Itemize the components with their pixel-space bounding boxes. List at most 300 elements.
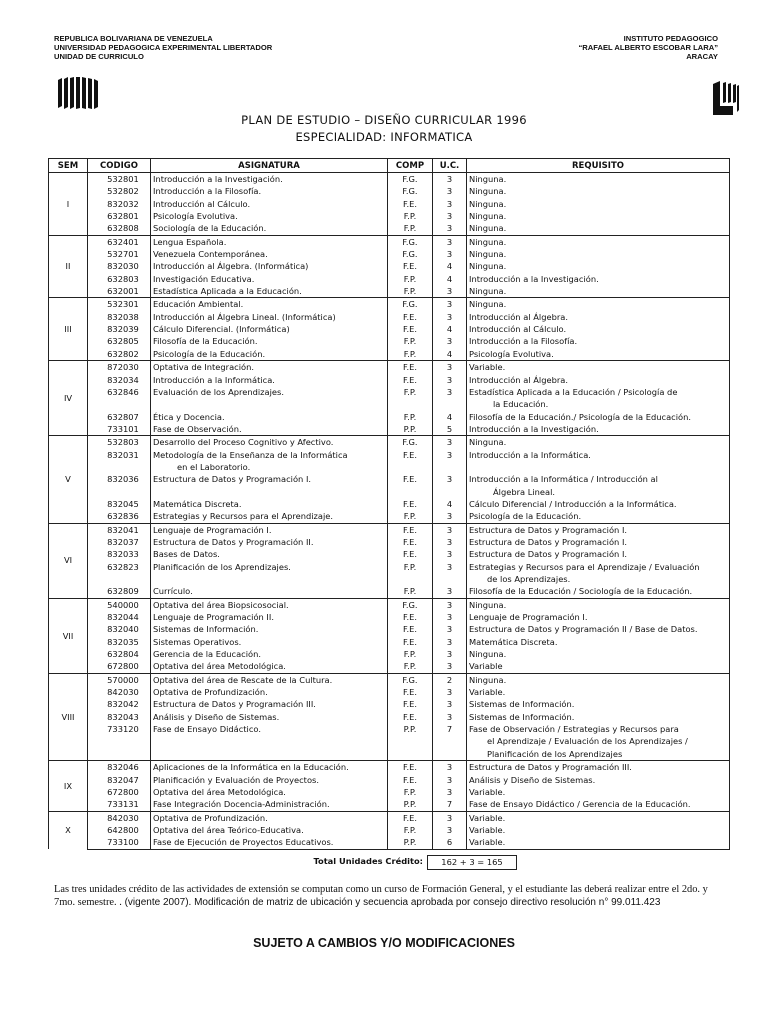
course-name: Introducción a la Filosofía. [151,185,388,197]
table-row [49,611,730,623]
course-requirement [467,486,730,498]
col-header-uc: U.C. [433,159,467,173]
course-requirement: Estrategias y Recursos para el Aprendizaje / Evaluación [467,561,730,573]
course-requirement: Ninguna. [467,248,730,260]
course-name: Lengua Española. [151,235,388,248]
table-row [49,398,730,410]
course-requirement: Ninguna. [467,673,730,686]
course-code [88,398,151,410]
course-credits: 7 [433,723,467,735]
course-component: F.E. [388,761,433,774]
header-right-line-3: ARACAY [686,52,718,61]
header-left-line-3: UNIDAD DE CURRICULO [54,52,144,61]
course-credits: 4 [433,323,467,335]
course-code: 832040 [88,623,151,635]
course-code: 632836 [88,510,151,523]
course-requirement: Psicología Evolutiva. [467,348,730,361]
course-component: F.E. [388,198,433,210]
course-requirement: Ninguna. [467,436,730,449]
table-row [49,836,730,849]
course-code: 832035 [88,636,151,648]
course-requirement: Ninguna. [467,298,730,311]
course-requirement [467,398,730,410]
course-component: F.E. [388,774,433,786]
course-code: 642800 [88,824,151,836]
course-code: 632401 [88,235,151,248]
course-requirement: Ninguna. [467,210,730,222]
course-credits: 3 [433,711,467,723]
course-requirement: Ninguna. [467,598,730,611]
course-name: Desarrollo del Proceso Cognitivo y Afectivo. [151,436,388,449]
course-name: Psicología de la Educación. [151,348,388,361]
course-code: 842030 [88,811,151,824]
table-row [49,185,730,197]
course-code: 832034 [88,374,151,386]
course-requirement [467,748,730,761]
course-name: Cálculo Diferencial. (Informática) [151,323,388,335]
course-name: Psicología Evolutiva. [151,210,388,222]
course-code: 832045 [88,498,151,510]
course-requirement: Cálculo Diferencial / Introducción a la Informática. [467,498,730,510]
course-credits: 3 [433,361,467,374]
course-requirement [467,735,730,747]
course-name: Estructura de Datos y Programación III. [151,698,388,710]
col-header-sem: SEM [49,159,88,173]
course-code: 532301 [88,298,151,311]
course-component: F.P. [388,335,433,347]
course-credits: 3 [433,686,467,698]
course-component: P.P. [388,798,433,811]
course-name: Estrategias y Recursos para el Aprendizaje. [151,510,388,523]
table-row [49,598,730,611]
table-row [49,824,730,836]
table-row [49,235,730,248]
course-name: Introducción a la Informática. [151,374,388,386]
course-requirement: Ninguna. [467,173,730,186]
header-right-line-2: “RAFAEL ALBERTO ESCOBAR LARA” [578,43,718,52]
course-requirement: Ninguna. [467,222,730,235]
course-name [151,748,388,761]
course-credits: 3 [433,185,467,197]
course-code: 632846 [88,386,151,398]
table-row [49,585,730,598]
course-credits: 3 [433,436,467,449]
course-code: 540000 [88,598,151,611]
course-component: P.P. [388,836,433,849]
course-code: 832037 [88,536,151,548]
course-name: Bases de Datos. [151,548,388,560]
table-row [49,273,730,285]
course-component: F.P. [388,585,433,598]
course-credits: 4 [433,498,467,510]
semester-block [49,235,730,298]
course-credits: 3 [433,198,467,210]
course-credits: 3 [433,173,467,186]
table-row [49,774,730,786]
course-component: F.G. [388,173,433,186]
table-row [49,374,730,386]
course-name: Fase de Ejecución de Proyectos Educativos. [151,836,388,849]
course-name: Introducción al Cálculo. [151,198,388,210]
course-code: 632823 [88,561,151,573]
table-row [49,423,730,436]
course-credits: 3 [433,248,467,260]
table-row [49,298,730,311]
course-credits: 7 [433,798,467,811]
curriculum-table [48,158,730,850]
header-left-line-1: REPUBLICA BOLIVARIANA DE VENEZUELA [54,34,213,43]
table-row [49,698,730,710]
course-component: F.E. [388,711,433,723]
course-code: 632801 [88,210,151,222]
course-requirement-continuation: el Aprendizaje / Evaluación de los Aprendizajes / [487,736,688,747]
course-credits [433,748,467,761]
course-name: Optativa del área Metodológica. [151,786,388,798]
course-component: F.E. [388,523,433,536]
course-code: 632805 [88,335,151,347]
col-header-codigo: CODIGO [88,159,151,173]
course-code: 832033 [88,548,151,560]
course-component: F.P. [388,348,433,361]
course-code: 832042 [88,698,151,710]
course-credits: 3 [433,698,467,710]
course-requirement: Matemática Discreta. [467,636,730,648]
course-name-continuation: en el Laboratorio. [177,461,251,472]
course-code: 632804 [88,648,151,660]
course-requirement-continuation: la Educación. [493,399,549,410]
course-requirement: Variable. [467,786,730,798]
course-credits [433,398,467,410]
course-credits: 3 [433,473,467,485]
table-row [49,748,730,761]
course-requirement: Introducción a la Informática. [467,449,730,461]
course-component: F.P. [388,273,433,285]
course-code: 733101 [88,423,151,436]
table-row [49,523,730,536]
table-row [49,361,730,374]
course-credits: 4 [433,411,467,423]
semester-block [49,173,730,236]
table-row [49,761,730,774]
course-component: F.E. [388,323,433,335]
table-row [49,335,730,347]
course-credits: 5 [433,423,467,436]
table-row [49,510,730,523]
course-component: F.E. [388,536,433,548]
course-requirement: Filosofía de la Educación / Sociología de la Educación. [467,585,730,598]
course-name: Venezuela Contemporánea. [151,248,388,260]
course-code: 532802 [88,185,151,197]
semester-cell: V [49,436,88,523]
course-component: F.P. [388,786,433,798]
course-component: F.P. [388,648,433,660]
semester-block [49,761,730,811]
course-code: 632803 [88,273,151,285]
table-row [49,285,730,298]
course-code: 842030 [88,686,151,698]
course-name: Introducción a la Investigación. [151,173,388,186]
course-name: Fase Integración Docencia-Administración. [151,798,388,811]
course-credits: 3 [433,210,467,222]
course-name: Lenguaje de Programación I. [151,523,388,536]
table-row [49,486,730,498]
course-component: F.E. [388,611,433,623]
course-component: F.G. [388,298,433,311]
semester-block [49,523,730,598]
course-requirement: Introducción a la Informática / Introducción al [467,473,730,485]
course-component: F.E. [388,498,433,510]
course-credits: 3 [433,636,467,648]
course-code: 632808 [88,222,151,235]
course-code: 632802 [88,348,151,361]
header-left [54,34,272,61]
table-row [49,461,730,473]
course-requirement: Introducción a la Investigación. [467,423,730,436]
course-code [88,573,151,585]
course-requirement: Sistemas de Información. [467,698,730,710]
course-requirement: Introducción al Álgebra. [467,311,730,323]
course-requirement: Estructura de Datos y Programación I. [467,523,730,536]
upel-logo-icon [56,76,100,110]
course-credits: 4 [433,273,467,285]
course-credits: 3 [433,811,467,824]
table-row [49,723,730,735]
table-row [49,323,730,335]
course-credits: 3 [433,298,467,311]
total-credits-value: 162 + 3 = 165 [427,855,517,870]
course-component: F.P. [388,210,433,222]
course-credits: 3 [433,222,467,235]
course-code: 832030 [88,260,151,272]
course-requirement: Estructura de Datos y Programación II / Base de Datos. [467,623,730,635]
course-component: F.E. [388,449,433,461]
col-header-comp: COMP [388,159,433,173]
table-row [49,648,730,660]
table-row [49,311,730,323]
course-component: P.P. [388,423,433,436]
table-row [49,536,730,548]
course-credits: 3 [433,548,467,560]
course-name [151,398,388,410]
course-credits: 3 [433,561,467,573]
course-code: 832039 [88,323,151,335]
course-requirement: Análisis y Diseño de Sistemas. [467,774,730,786]
table-row [49,411,730,423]
course-component: F.P. [388,222,433,235]
course-credits [433,573,467,585]
course-component: F.G. [388,673,433,686]
course-requirement: Filosofía de la Educación./ Psicología de la Educación. [467,411,730,423]
course-requirement: Ninguna. [467,285,730,298]
course-name: Sistemas Operativos. [151,636,388,648]
course-code: 672800 [88,786,151,798]
course-name: Introducción al Álgebra Lineal. (Informática) [151,311,388,323]
col-header-asignatura: ASIGNATURA [151,159,388,173]
course-code: 532803 [88,436,151,449]
course-credits: 3 [433,536,467,548]
course-name: Investigación Educativa. [151,273,388,285]
course-name: Optativa de Integración. [151,361,388,374]
course-credits: 3 [433,311,467,323]
course-code [88,748,151,761]
course-name: Análisis y Diseño de Sistemas. [151,711,388,723]
course-requirement: Psicología de la Educación. [467,510,730,523]
course-credits: 3 [433,623,467,635]
course-component: F.E. [388,636,433,648]
course-requirement: Fase de Observación / Estrategias y Recursos para [467,723,730,735]
semester-cell: I [49,173,88,236]
course-component: F.E. [388,361,433,374]
course-requirement: Ninguna. [467,198,730,210]
course-name [151,735,388,747]
course-code: 632809 [88,585,151,598]
course-requirement: Sistemas de Información. [467,711,730,723]
course-credits: 3 [433,510,467,523]
course-code: 532701 [88,248,151,260]
course-component: F.E. [388,686,433,698]
course-code: 832041 [88,523,151,536]
table-row [49,222,730,235]
semester-cell: IV [49,361,88,436]
course-requirement: Introducción al Cálculo. [467,323,730,335]
course-requirement: Variable. [467,361,730,374]
course-name: Sistemas de Información. [151,623,388,635]
semester-block [49,598,730,673]
course-name [151,486,388,498]
course-code: 632807 [88,411,151,423]
course-credits: 3 [433,285,467,298]
course-component: F.G. [388,248,433,260]
course-name: Metodología de la Enseñanza de la Informática [151,449,388,461]
footnote-part-1: Las tres unidades crédito de las actividades de extensión se computan como un curso de Formación General, y el estudiante las deberá realizar entre el 2do. y 7mo. semestre. . [54,884,708,908]
course-name: Educación Ambiental. [151,298,388,311]
semester-cell: II [49,235,88,298]
course-component [388,398,433,410]
course-code: 832044 [88,611,151,623]
course-requirement: Estructura de Datos y Programación I. [467,548,730,560]
course-name: Optativa del área Teórico-Educativa. [151,824,388,836]
table-row [49,436,730,449]
semester-block [49,361,730,436]
table-row [49,473,730,485]
course-component: F.P. [388,386,433,398]
course-requirement-continuation: de los Aprendizajes. [487,574,571,584]
course-requirement: Estructura de Datos y Programación I. [467,536,730,548]
course-credits: 2 [433,673,467,686]
course-name: Estructura de Datos y Programación I. [151,473,388,485]
table-row [49,673,730,686]
course-name: Optativa del área de Rescate de la Cultura. [151,673,388,686]
course-component: F.E. [388,698,433,710]
header-right-line-1: INSTITUTO PEDAGOGICO [623,34,718,43]
table-row [49,735,730,747]
semester-cell: III [49,298,88,361]
semester-cell: VIII [49,673,88,760]
course-code: 672800 [88,660,151,673]
course-name [151,461,388,473]
course-component: F.E. [388,811,433,824]
course-component: F.G. [388,235,433,248]
course-code: 733100 [88,836,151,849]
semester-cell: X [49,811,88,849]
semester-cell: VI [49,523,88,598]
closing-notice: SUJETO A CAMBIOS Y/O MODIFICACIONES [253,936,515,950]
course-component [388,748,433,761]
course-requirement [467,573,730,585]
course-name: Fase de Observación. [151,423,388,436]
table-row [49,623,730,635]
table-row [49,711,730,723]
course-component: F.P. [388,411,433,423]
course-requirement: Estadística Aplicada a la Educación / Psicología de [467,386,730,398]
course-requirement [467,461,730,473]
course-name: Ética y Docencia. [151,411,388,423]
table-row [49,260,730,272]
course-credits: 4 [433,348,467,361]
course-name: Sociología de la Educación. [151,222,388,235]
course-code: 832032 [88,198,151,210]
course-component: F.P. [388,510,433,523]
table-row [49,636,730,648]
course-credits: 3 [433,761,467,774]
course-component: F.E. [388,623,433,635]
semester-block [49,811,730,849]
course-requirement: Ninguna. [467,648,730,660]
course-requirement: Variable [467,660,730,673]
semester-block [49,436,730,523]
course-requirement: Ninguna. [467,235,730,248]
course-component: F.G. [388,598,433,611]
course-credits: 3 [433,235,467,248]
course-credits: 3 [433,598,467,611]
course-name: Optativa del área Biopsicosocial. [151,598,388,611]
course-code: 832043 [88,711,151,723]
course-component [388,486,433,498]
course-code: 733131 [88,798,151,811]
course-requirement: Lenguaje de Programación I. [467,611,730,623]
course-requirement: Introducción a la Investigación. [467,273,730,285]
footnote-part-2: (vigente 2007). Modificación de matriz de ubicación y secuencia aprobada por consejo directivo resolución n° 99.011.423 [121,896,661,908]
course-credits: 3 [433,774,467,786]
semester-block [49,673,730,760]
header-left-line-2: UNIVERSIDAD PEDAGOGICA EXPERIMENTAL LIBERTADOR [54,43,273,52]
course-component: F.P. [388,561,433,573]
course-requirement: Variable. [467,824,730,836]
course-credits: 3 [433,386,467,398]
course-code: 832036 [88,473,151,485]
course-name: Currículo. [151,585,388,598]
course-name: Fase de Ensayo Didáctico. [151,723,388,735]
course-code: 733120 [88,723,151,735]
course-code [88,461,151,473]
course-requirement-continuation: Planificación de los Aprendizajes [487,748,623,759]
semester-cell: IX [49,761,88,811]
course-credits: 4 [433,260,467,272]
course-component: F.E. [388,548,433,560]
course-component: F.P. [388,660,433,673]
course-credits: 3 [433,585,467,598]
table-row [49,173,730,186]
course-component: F.P. [388,824,433,836]
course-requirement-continuation: Álgebra Lineal. [493,486,556,497]
table-header-row [49,159,730,173]
table-row [49,798,730,811]
plan-subtitle: ESPECIALIDAD: INFORMATICA [295,130,473,144]
course-requirement: Ninguna. [467,260,730,272]
total-credits-label: Total Unidades Crédito: [313,856,423,866]
course-component [388,573,433,585]
course-name: Evaluación de los Aprendizajes. [151,386,388,398]
